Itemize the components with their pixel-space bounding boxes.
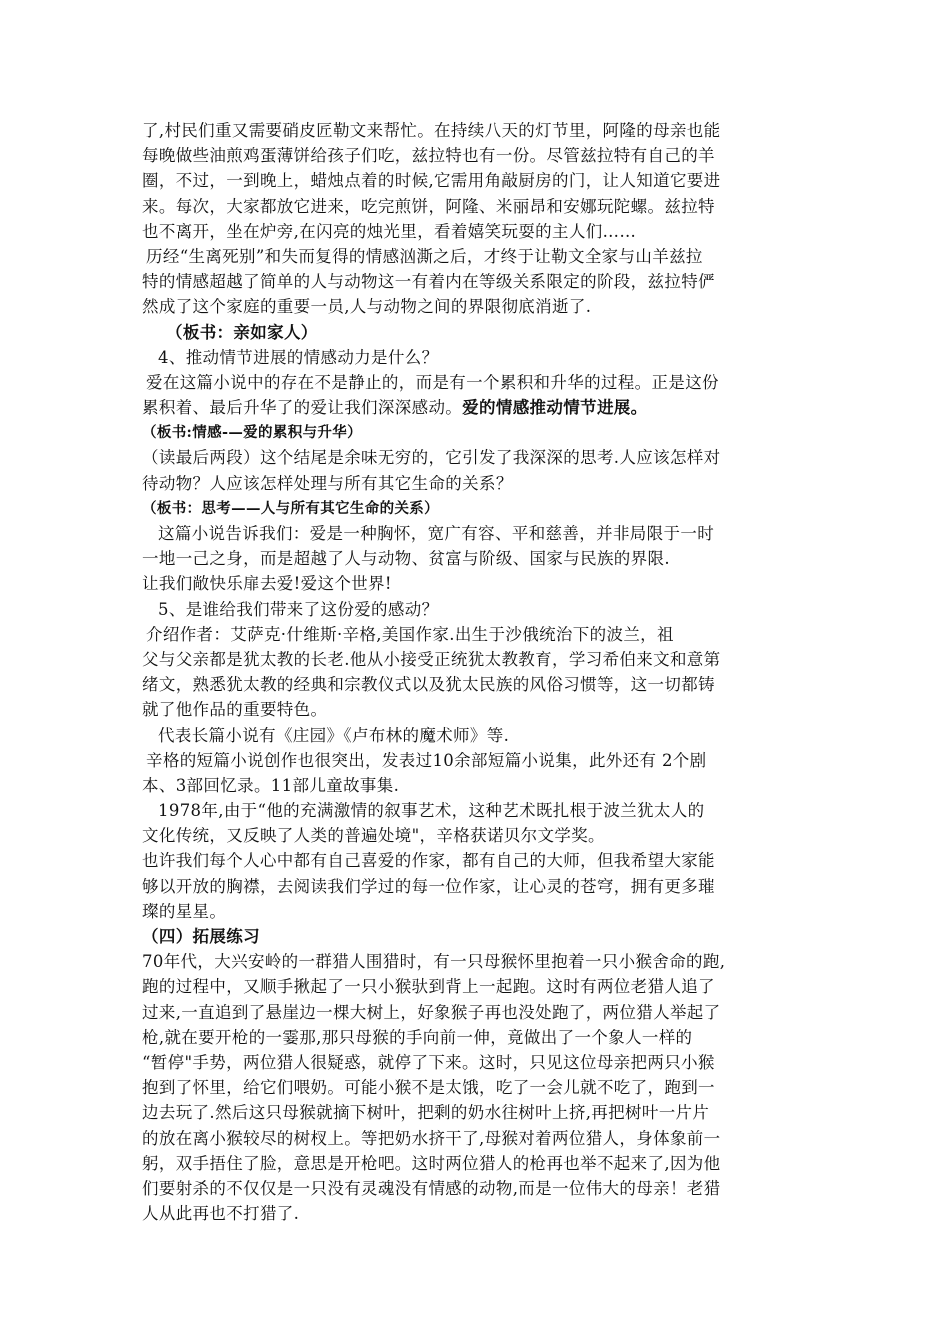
text-line: [142, 622, 812, 647]
text-line: [142, 773, 812, 798]
text-line-content: 父与父亲都是犹太教的长老.他从小接受正统犹太教教育，学习希伯来文和意第: [142, 649, 721, 669]
text-line: [142, 672, 812, 697]
text-line: [142, 823, 812, 848]
text-line: [142, 974, 812, 999]
text-line: [142, 848, 812, 873]
text-line-content: 特的情感超越了简单的人与动物这一有着内在等级关系限定的阶段，兹拉特俨: [142, 272, 715, 292]
text-line: [142, 1075, 812, 1100]
text-line-content: 这篇小说告诉我们：爱是一种胸怀，宽广有容、平和慈善，并非局限于一时: [158, 524, 715, 543]
text-line: [142, 168, 812, 193]
text-line-content: 躬，双手捂住了脸，意思是开枪吧。这时两位猎人的枪再也举不起来了,因为他: [142, 1153, 721, 1173]
text-line: [142, 143, 812, 168]
text-line-content: （板书：思考——人与所有其它生命的关系）: [142, 499, 439, 517]
text-line-content: 爱在这篇小说中的存在不是静止的，而是有一个累积和升华的过程。正是这份: [146, 372, 719, 392]
text-line-content: 70年代，大兴安岭的一群猎人围猎时，有一只母猴怀里抱着一只小猴舍命的跑,: [142, 952, 726, 972]
text-line: [142, 1126, 812, 1151]
text-line-content: 一地一己之身，而是超越了人与动物、贫富与阶级、国家与民族的界限.: [142, 549, 670, 569]
text-line: [142, 219, 812, 244]
emphasis-text: 爱的情感推动情节进展。: [462, 398, 648, 418]
text-line: [142, 395, 812, 420]
text-line-content: 来。每次，大家都放它进来，吃完煎饼，阿隆、米丽昂和安娜玩陀螺。兹拉特: [142, 196, 715, 216]
text-line-content: 历经“生离死别”和失而复得的情感汹澌之后，才终于让勒文全家与山羊兹拉: [146, 246, 703, 266]
text-line-content: 人从此再也不打猎了.: [142, 1204, 300, 1224]
text-line: [142, 546, 812, 571]
text-line: [142, 269, 812, 294]
text-line: [142, 1025, 812, 1050]
text-line-content: 也不离开，坐在炉旁,在闪亮的烛光里，看着嬉笑玩耍的主人们……: [142, 221, 637, 241]
text-line-content: 圈，不过，一到晚上，蜡烛点着的时候,它需用角敲厨房的门，让人知道它要进: [142, 171, 721, 191]
text-line: [142, 899, 812, 924]
text-line-content: 辛格的短篇小说创作也很突出，发表过10余部短篇小说集，此外还有 2个剧: [146, 750, 707, 770]
document-page: [142, 118, 812, 1226]
text-line-content: 让我们敞快乐扉去爱!爱这个世界!: [142, 574, 392, 594]
text-line: [142, 723, 812, 748]
text-line-content: 每晚做些油煎鸡蛋薄饼给孩子们吃，兹拉特也有一份。尽管兹拉特有自己的羊: [142, 146, 715, 166]
text-line-content: 跑的过程中，又顺手揪起了一只小猴驮到背上一起跑。这时有两位老猎人追了: [142, 977, 715, 997]
text-line-content: （四）拓展练习: [142, 927, 260, 946]
text-line-content: 就了他作品的重要特色。: [142, 700, 328, 720]
text-line-content: 抱到了怀里，给它们喂奶。可能小猴不是太饿，吃了一会儿就不吃了，跑到一: [142, 1078, 715, 1098]
text-line-content: 们要射杀的不仅仅是一只没有灵魂没有情感的动物,而是一位伟大的母亲！老猎: [142, 1178, 721, 1198]
text-line-content: 够以开放的胸襟，去阅读我们学过的每一位作家，让心灵的苍穹，拥有更多璀: [142, 876, 715, 896]
text-line-content: 累积着、最后升华了的爱让我们深深感动。: [142, 398, 463, 418]
text-line: [142, 1050, 812, 1075]
text-line-content: 了,村民们重又需要硝皮匠勒文来帮忙。在持续八天的灯节里，阿隆的母亲也能: [142, 121, 721, 140]
text-line-content: （板书:情感-—爱的累积与升华）: [142, 424, 362, 442]
text-line-content: 过来,一直追到了悬崖边一棵大树上，好象猴子再也没处跑了，两位猎人举起了: [142, 1002, 721, 1022]
text-line-content: 边去玩了.然后这只母猴就摘下树叶，把剩的奶水往树叶上挤,再把树叶一片片: [142, 1103, 710, 1123]
text-line: [142, 1151, 812, 1176]
text-line: [142, 1100, 812, 1125]
text-line: [142, 697, 812, 722]
text-line-content: 绪文，熟悉犹太教的经典和宗教仪式以及犹太民族的风俗习惯等，这一切都铸: [142, 675, 715, 695]
text-line-content: 本、3部回忆录。11部儿童故事集.: [142, 775, 400, 795]
text-line-content: 5、是谁给我们带来了这份爱的感动？: [158, 599, 439, 619]
text-line-content: “暂停"手势，两位猎人很疑惑，就停了下来。这时，只见这位母亲把两只小猴: [142, 1052, 715, 1072]
text-line: [142, 1000, 812, 1025]
text-line: [142, 420, 812, 445]
text-line: [142, 1176, 812, 1201]
text-line: [142, 370, 812, 395]
text-line: [142, 874, 812, 899]
text-line-content: 代表长篇小说有《庄园》《卢布林的魔术师》等.: [158, 725, 510, 745]
text-line: [142, 647, 812, 672]
text-line: [142, 571, 812, 596]
text-line: [142, 924, 812, 949]
text-line: [142, 320, 812, 345]
text-line-content: 的放在离小猴较尽的树杈上。等把奶水挤干了,母猴对着两位猎人，身体象前一: [142, 1128, 721, 1148]
text-line-content: 也许我们每个人心中都有自己喜爱的作家，都有自己的大师，但我希望大家能: [142, 851, 715, 871]
text-line: [142, 521, 812, 546]
text-line: [142, 597, 812, 622]
text-line-content: 枪,就在要开枪的一霎那,那只母猴的手向前一伸，竟做出了一个象人一样的: [142, 1027, 693, 1047]
text-line: [142, 345, 812, 370]
text-line: [142, 748, 812, 773]
text-line-content: 介绍作者：艾萨克·什维斯·辛格,美国作家.出生于沙俄统治下的波兰，祖: [146, 624, 674, 644]
text-line-content: 璨的星星。: [142, 901, 227, 921]
text-line-content: （板书：亲如家人）: [166, 322, 318, 342]
text-line: [142, 471, 812, 496]
text-line-content: 1978年,由于“他的充满激情的叙事艺术，这种艺术既扎根于波兰犹太人的: [158, 801, 705, 821]
text-line-content: 然成了这个家庭的重要一员,人与动物之间的界限彻底消逝了.: [142, 297, 592, 317]
text-line: [142, 244, 812, 269]
text-line: [142, 294, 812, 319]
text-line-content: （读最后两段）这个结尾是余味无穷的，它引发了我深深的思考.人应该怎样对: [142, 448, 721, 468]
text-line: [142, 445, 812, 470]
text-line: [142, 798, 812, 823]
text-line-content: 文化传统，又反映了人类的普遍处境"，辛格获诺贝尔文学奖。: [142, 826, 605, 846]
text-line: [142, 496, 812, 521]
text-line-content: 待动物？人应该怎样处理与所有其它生命的关系？: [142, 473, 513, 493]
text-line: [142, 949, 812, 974]
text-line: [142, 118, 812, 143]
text-line: [142, 194, 812, 219]
text-line-content: 4、推动情节进展的情感动力是什么？: [158, 347, 439, 367]
text-line: [142, 1201, 812, 1226]
